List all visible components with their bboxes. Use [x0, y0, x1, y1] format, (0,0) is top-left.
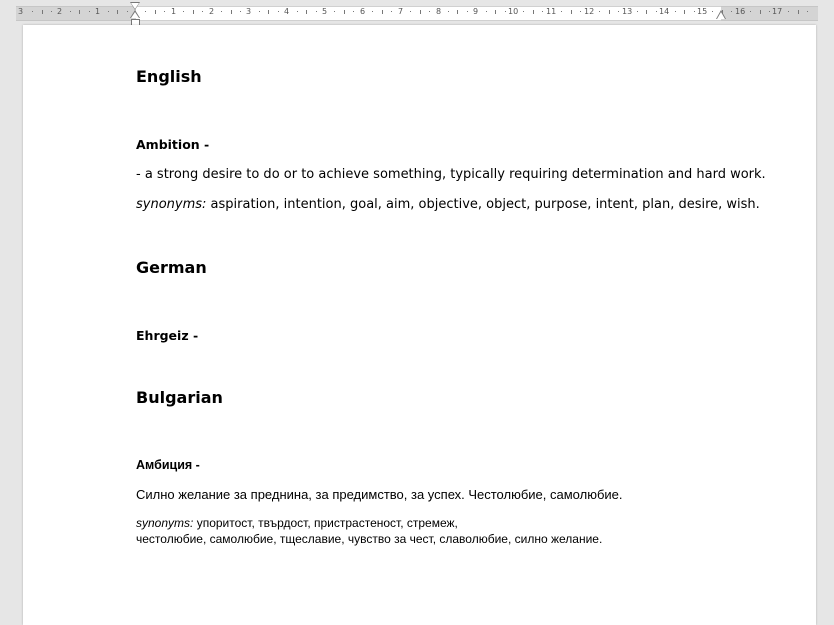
synonyms-english	[136, 197, 760, 212]
ruler-tick	[467, 11, 468, 12]
ruler-tick	[372, 11, 373, 12]
ruler-tick	[571, 10, 572, 14]
ruler-label: 1	[171, 7, 177, 16]
ruler-tick	[505, 11, 506, 12]
ruler-tick	[429, 11, 430, 12]
ruler-tick	[89, 11, 90, 12]
document-page[interactable]	[23, 25, 816, 625]
ruler-tick	[155, 10, 156, 14]
ruler-tick	[391, 11, 392, 12]
ruler-tick	[117, 10, 118, 14]
ruler-tick	[712, 11, 713, 12]
ruler-tick	[750, 11, 751, 12]
ruler-tick	[382, 10, 383, 14]
ruler-label: 3	[246, 7, 252, 16]
ruler-label: 2	[57, 7, 63, 16]
ruler-label: 14	[659, 7, 670, 16]
ruler-label: 12	[584, 7, 595, 16]
ruler-tick	[618, 11, 619, 12]
ruler-tick	[656, 11, 657, 12]
term-ambitsiya: Амбиция -	[136, 458, 200, 472]
synonyms-bulgarian-line1	[136, 516, 458, 530]
ruler-tick	[731, 11, 732, 12]
ruler-tick	[278, 11, 279, 12]
ruler-tick	[769, 11, 770, 12]
ruler-label: 9	[473, 7, 479, 16]
horizontal-ruler[interactable]	[0, 0, 834, 25]
ruler-tick	[164, 11, 165, 12]
heading-english: English	[136, 67, 202, 86]
definition-english: - a strong desire to do or to achieve something, typically requiring determination and hard work.	[136, 167, 766, 182]
ruler-tick	[542, 11, 543, 12]
ruler-label: 3	[18, 7, 24, 16]
ruler-label: 1	[95, 7, 101, 16]
ruler-tick	[561, 11, 562, 12]
heading-german: German	[136, 258, 207, 277]
ruler-tick	[486, 11, 487, 12]
ruler-tick	[637, 11, 638, 12]
ruler-label: 13	[622, 7, 633, 16]
ruler-label: 2	[209, 7, 215, 16]
ruler-tick	[108, 11, 109, 12]
synonyms-label: synonyms:	[136, 197, 207, 212]
ruler-label: 8	[436, 7, 442, 16]
synonyms-text: упоритост, твърдост, пристрастеност, стремеж,	[193, 516, 458, 530]
ruler-label: 5	[322, 7, 328, 16]
ruler-tick	[32, 11, 33, 12]
ruler-tick	[457, 10, 458, 14]
ruler-tick	[297, 11, 298, 12]
ruler-tick	[193, 10, 194, 14]
heading-bulgarian: Bulgarian	[136, 388, 223, 407]
ruler-tick	[127, 11, 128, 12]
ruler-tick	[183, 11, 184, 12]
ruler-label: 16	[735, 7, 746, 16]
ruler-label: 17	[772, 7, 783, 16]
ruler-tick	[533, 10, 534, 14]
ruler-tick	[240, 11, 241, 12]
ruler-tick	[675, 11, 676, 12]
ruler-tick	[268, 10, 269, 14]
ruler-tick	[410, 11, 411, 12]
synonyms-text: aspiration, intention, goal, aim, objective, object, purpose, intent, plan, desire, wish.	[206, 197, 760, 212]
ruler-tick	[70, 11, 71, 12]
ruler-tick	[599, 11, 600, 12]
ruler-label: 4	[284, 7, 290, 16]
first-line-indent-fill	[131, 3, 139, 9]
ruler-tick	[353, 11, 354, 12]
ruler-tick	[580, 11, 581, 12]
ruler-tick	[694, 11, 695, 12]
ruler-tick	[344, 10, 345, 14]
ruler-tick	[202, 11, 203, 12]
ruler-tick	[495, 10, 496, 14]
ruler-tick	[420, 10, 421, 14]
ruler-tick	[523, 11, 524, 12]
synonyms-bulgarian-line2: честолюбие, самолюбие, тщеславие, чувство за чест, славолюбие, силно желание.	[136, 532, 603, 546]
ruler-label: 15	[697, 7, 708, 16]
term-ehrgeiz: Ehrgeiz -	[136, 328, 199, 343]
ruler-label: 11	[546, 7, 557, 16]
ruler-left-margin	[16, 6, 136, 21]
ruler-label: 6	[360, 7, 366, 16]
ruler-label: 7	[398, 7, 404, 16]
right-indent-fill	[717, 12, 725, 19]
ruler-tick	[221, 11, 222, 12]
ruler-tick	[684, 10, 685, 14]
synonyms-label: synonyms:	[136, 516, 194, 530]
ruler-tick	[798, 10, 799, 14]
ruler-tick	[231, 10, 232, 14]
ruler-tick	[145, 11, 146, 12]
ruler-tick	[609, 10, 610, 14]
hanging-indent-fill	[131, 12, 139, 18]
ruler-tick	[760, 10, 761, 14]
ruler-tick	[42, 10, 43, 14]
ruler-tick	[79, 10, 80, 14]
ruler-label: 10	[508, 7, 519, 16]
term-ambition: Ambition -	[136, 137, 210, 152]
ruler-tick	[788, 11, 789, 12]
definition-bulgarian: Силно желание за преднина, за предимство, за успех. Честолюбие, самолюбие.	[136, 487, 623, 502]
ruler-tick	[259, 11, 260, 12]
ruler-tick	[448, 11, 449, 12]
ruler-tick	[646, 10, 647, 14]
ruler-tick	[334, 11, 335, 12]
ruler-tick	[306, 10, 307, 14]
ruler-tick	[807, 11, 808, 12]
ruler-tick	[51, 11, 52, 12]
ruler-tick	[316, 11, 317, 12]
